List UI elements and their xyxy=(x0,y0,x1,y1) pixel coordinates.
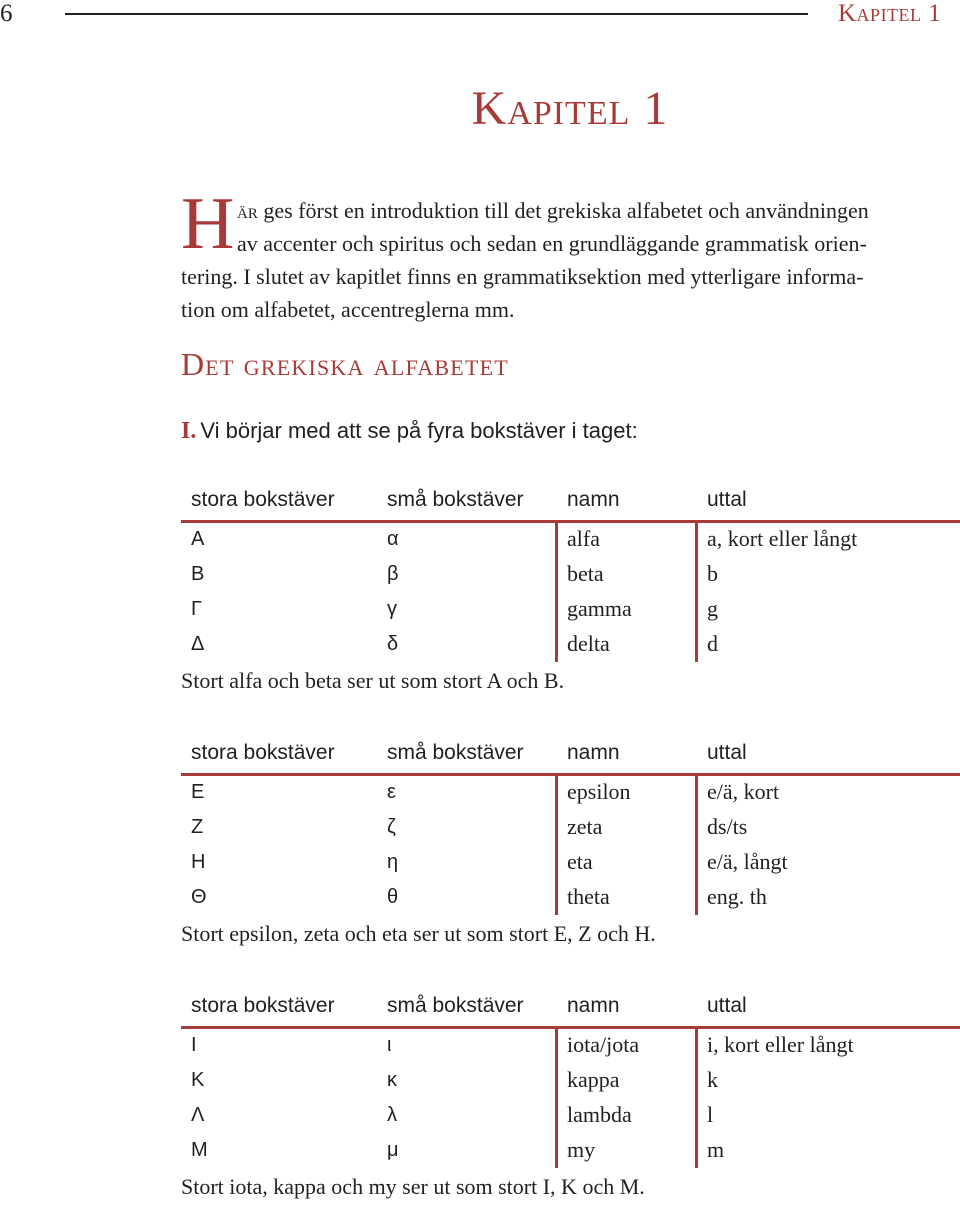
exercise-number: I. xyxy=(181,418,197,444)
table-row xyxy=(181,1098,960,1133)
header-uppercase: stora bokstäver xyxy=(191,741,335,764)
uppercase-letter: Β xyxy=(191,563,205,585)
table-row xyxy=(181,775,960,810)
letter-name: my xyxy=(567,1137,596,1162)
uppercase-letter: Δ xyxy=(191,633,205,655)
letter-table-2 xyxy=(181,739,960,946)
header-pronunciation: uttal xyxy=(707,741,747,764)
pronunciation: a, kort eller långt xyxy=(707,526,858,551)
intro-line-3: tering. I slutet av kapitlet finns en grammatiksektion med ytterligare informa- xyxy=(181,264,864,289)
letter-name: delta xyxy=(567,631,610,656)
uppercase-letter: Α xyxy=(191,528,205,550)
letter-name: iota/jota xyxy=(567,1032,640,1057)
uppercase-letter: Η xyxy=(191,851,206,873)
letter-name: lambda xyxy=(567,1102,632,1127)
lowercase-letter: δ xyxy=(387,633,399,655)
pronunciation: i, kort eller långt xyxy=(707,1032,854,1057)
table-row xyxy=(181,1028,960,1063)
table-row xyxy=(181,845,960,880)
header-lowercase: små bokstäver xyxy=(387,488,524,511)
intro-first-word-rest: är xyxy=(237,198,258,223)
pronunciation: b xyxy=(707,561,718,586)
table-row xyxy=(181,592,960,627)
letter-name: kappa xyxy=(567,1067,620,1092)
pronunciation: g xyxy=(707,596,718,621)
table-row xyxy=(181,557,960,592)
lowercase-letter: γ xyxy=(387,598,397,620)
intro-line-2: av accenter och spiritus och sedan en grundläggande grammatisk orien- xyxy=(237,231,867,256)
header-pronunciation: uttal xyxy=(707,994,747,1017)
lowercase-letter: ζ xyxy=(387,816,396,838)
table-row xyxy=(181,880,960,915)
letter-name: beta xyxy=(567,561,604,586)
table-row xyxy=(181,1133,960,1168)
intro-line-4: tion om alfabetet, accentreglerna mm. xyxy=(181,297,515,322)
table-row xyxy=(181,522,960,557)
letter-table-3 xyxy=(181,992,960,1199)
exercise-instruction xyxy=(181,416,638,446)
table-row xyxy=(181,1063,960,1098)
lowercase-letter: ε xyxy=(387,781,396,803)
pronunciation: ds/ts xyxy=(707,814,748,839)
pronunciation: e/ä, långt xyxy=(707,849,788,874)
lowercase-letter: λ xyxy=(387,1104,397,1126)
letter-name: theta xyxy=(567,884,610,909)
drop-cap: H xyxy=(181,183,235,265)
lowercase-letter: α xyxy=(387,528,399,550)
letter-name: epsilon xyxy=(567,779,631,804)
lowercase-letter: η xyxy=(387,851,399,873)
section-heading: Det grekiska alfabetet xyxy=(181,346,509,382)
lowercase-letter: μ xyxy=(387,1139,399,1161)
lowercase-letter: θ xyxy=(387,886,399,908)
lowercase-letter: κ xyxy=(387,1069,397,1091)
exercise-text: Vi börjar med att se på fyra bokstäver i taget: xyxy=(200,418,638,443)
uppercase-letter: Θ xyxy=(191,886,207,908)
header-pronunciation: uttal xyxy=(707,488,747,511)
pronunciation: l xyxy=(707,1102,714,1127)
header-name: namn xyxy=(567,741,620,764)
uppercase-letter: Ι xyxy=(191,1034,197,1056)
header-lowercase: små bokstäver xyxy=(387,741,524,764)
header-uppercase: stora bokstäver xyxy=(191,994,335,1017)
letter-name: eta xyxy=(567,849,593,874)
table-row xyxy=(181,627,960,662)
chapter-title: Kapitel 1 xyxy=(471,82,669,135)
letter-name: alfa xyxy=(567,526,600,551)
lowercase-letter: ι xyxy=(387,1034,392,1056)
pronunciation: e/ä, kort xyxy=(707,779,780,804)
header-lowercase: små bokstäver xyxy=(387,994,524,1017)
header-name: namn xyxy=(567,994,620,1017)
uppercase-letter: Κ xyxy=(191,1069,205,1091)
table-note: Stort epsilon, zeta och eta ser ut som stort E, Z och H. xyxy=(181,921,656,946)
pronunciation: k xyxy=(707,1067,718,1092)
header-uppercase: stora bokstäver xyxy=(191,488,335,511)
intro-line-1 xyxy=(237,194,869,227)
table-note: Stort iota, kappa och my ser ut som stort I, K och M. xyxy=(181,1174,645,1199)
page-number: 6 xyxy=(0,0,13,27)
uppercase-letter: Ε xyxy=(191,781,205,803)
uppercase-letter: Λ xyxy=(191,1104,205,1126)
uppercase-letter: Μ xyxy=(191,1139,208,1161)
intro-line-1-text: ges först en introduktion till det grekiska alfabetet och användningen xyxy=(257,198,869,223)
pronunciation: d xyxy=(707,631,718,656)
letter-table-1 xyxy=(181,486,960,693)
header-name: namn xyxy=(567,488,620,511)
uppercase-letter: Ζ xyxy=(191,816,204,838)
pronunciation: eng. th xyxy=(707,884,767,909)
lowercase-letter: β xyxy=(387,563,399,585)
table-row xyxy=(181,810,960,845)
letter-name: gamma xyxy=(567,596,632,621)
running-head: Kapitel 1 xyxy=(838,0,942,27)
letter-name: zeta xyxy=(567,814,603,839)
uppercase-letter: Γ xyxy=(191,598,203,620)
pronunciation: m xyxy=(707,1137,725,1162)
header-rule xyxy=(65,13,808,15)
table-note: Stort alfa och beta ser ut som stort A och B. xyxy=(181,668,565,693)
